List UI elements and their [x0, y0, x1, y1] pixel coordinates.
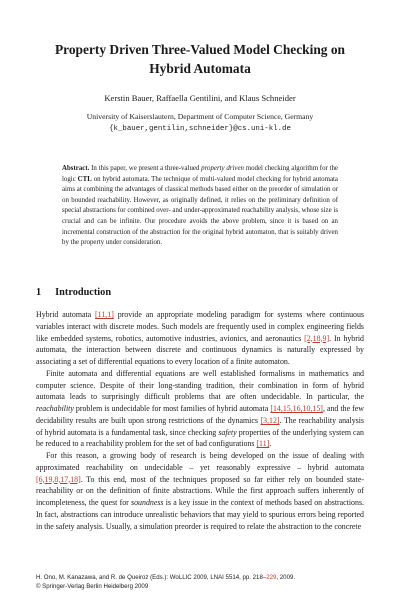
footer-citation: H. Ono, M. Kanazawa, and R. de Queiroz (Eds.): WoLLIC 2009, LNAI 5514, pp. 218– [36, 574, 267, 581]
paragraph-1 [36, 309, 364, 368]
body-text: . [269, 439, 272, 449]
body-text: . To this end, most of the techniques proposed so far either rely on bounded state-reachability or on the definition of finite abstractions. While the first approach suffers inherently of incompleteness, the quest for [36, 474, 364, 507]
body-text: , and the few decidability results are built upon strong restrictions of the dynamics [36, 404, 364, 425]
citation-link[interactable]: [2,18,9] [304, 333, 330, 343]
abstract-ctl: CTL [77, 175, 92, 183]
paper-title [20, 40, 380, 78]
body-text: is a key issue in the context of methods based on abstractions. In fact, abstractions can introduce unrealistic behaviors that may yield to spurious errors being reported in the safety analysis. Usually, a simulation preorder is required to relate the abstraction to the concrete [36, 498, 364, 531]
citation-link[interactable]: [11,1] [95, 310, 114, 319]
body-emphasis: soundness [131, 498, 164, 507]
section-number: 1 [36, 287, 42, 298]
body-text: problem is undecidable for most families of hybrid automata [73, 404, 271, 413]
body-text: Finite automata and differential equations are well established formalisms in mathematics and computer science. Despite of their long-standing tradition, their combination in form of hybrid automata leads to surprisingly difficult problems that are often undecidable. In particular, the [36, 368, 364, 402]
paper-affiliation [20, 112, 380, 134]
body-text: For this reason, a growing body of research is being developed on the issue of dealing with approximated reachability on undecidable – yet reasonably expressive – hybrid automata [36, 451, 364, 472]
footer-pages-link[interactable]: 229 [266, 574, 277, 581]
footer-citation: , 2009. [276, 574, 296, 581]
paragraph-3 [36, 450, 364, 532]
abstract-label: Abstract. [62, 165, 90, 172]
body-text: properties of the underlying system can be reduced to a reachability problem for the set of bad configurations [36, 427, 364, 449]
citation-link[interactable]: [3,12] [260, 415, 280, 425]
abstract [62, 164, 338, 249]
abstract-text: In this paper, we present a three-valued [89, 165, 202, 172]
author-emails: {k_bauer,gentilin,schneider}@cs.uni-kl.de [109, 124, 291, 133]
title-line-2: Hybrid Automata [149, 61, 251, 76]
abstract-text: on hybrid automata. The technique of multi-valued model checking for hybrid automata aims at combining the advantages of classical methods based either on the preorder of simulation or on bounded reachability. However, as originally defined, it relies on the preliminary definition of special abstractions for combined over- and under-approximated reachability analysis, whose size is crucial and can be infinite. Our procedure avoids the above problem, since it is based on an incremental construction of the abstraction for the original hybrid automaton, that is suitably driven by the property under consideration. [62, 175, 338, 247]
page-footer [36, 574, 364, 591]
title-line-1: Property Driven Three-Valued Model Checking on [54, 42, 345, 57]
affiliation-text: University of Kaiserslautern, Department of Computer Science, Germany [86, 112, 314, 121]
citation-link[interactable]: [14,15,16,10,15] [270, 404, 323, 413]
section-heading [36, 286, 111, 300]
abstract-emphasis: property driven [201, 165, 244, 172]
body-text: . The reachability analysis of hybrid automata is a fundamental task, since checking [36, 415, 364, 437]
body-emphasis: reachability [36, 404, 74, 413]
paragraph-2 [36, 368, 364, 450]
abstract-text: model checking algorithm for the logic [62, 165, 338, 183]
body-text: provide an appropriate modeling paradigm for systems where continuous variables interact with discrete modes. Such models are frequently used in complex engineering fields like embedded systems, robotics, automotive industries, avionics, and aeronautics [36, 310, 364, 343]
footer-copyright: © Springer-Verlag Berlin Heidelberg 2009 [36, 582, 149, 590]
body-emphasis: safety [218, 427, 237, 437]
citation-link[interactable]: [6,19,8,17,18] [36, 474, 81, 484]
citation-link[interactable]: [11] [256, 439, 270, 449]
section-body [36, 309, 364, 532]
body-text: . In hybrid automata, the interaction between discrete and continuous dynamics is naturally expressed by associating a set of differential equations to every location of a finite automaton. [36, 333, 364, 366]
paper-authors: Kerstin Bauer, Raffaella Gentilini, and Klaus Schneider [104, 93, 296, 103]
body-text: Hybrid automata [36, 310, 96, 319]
section-title: Introduction [55, 287, 112, 298]
